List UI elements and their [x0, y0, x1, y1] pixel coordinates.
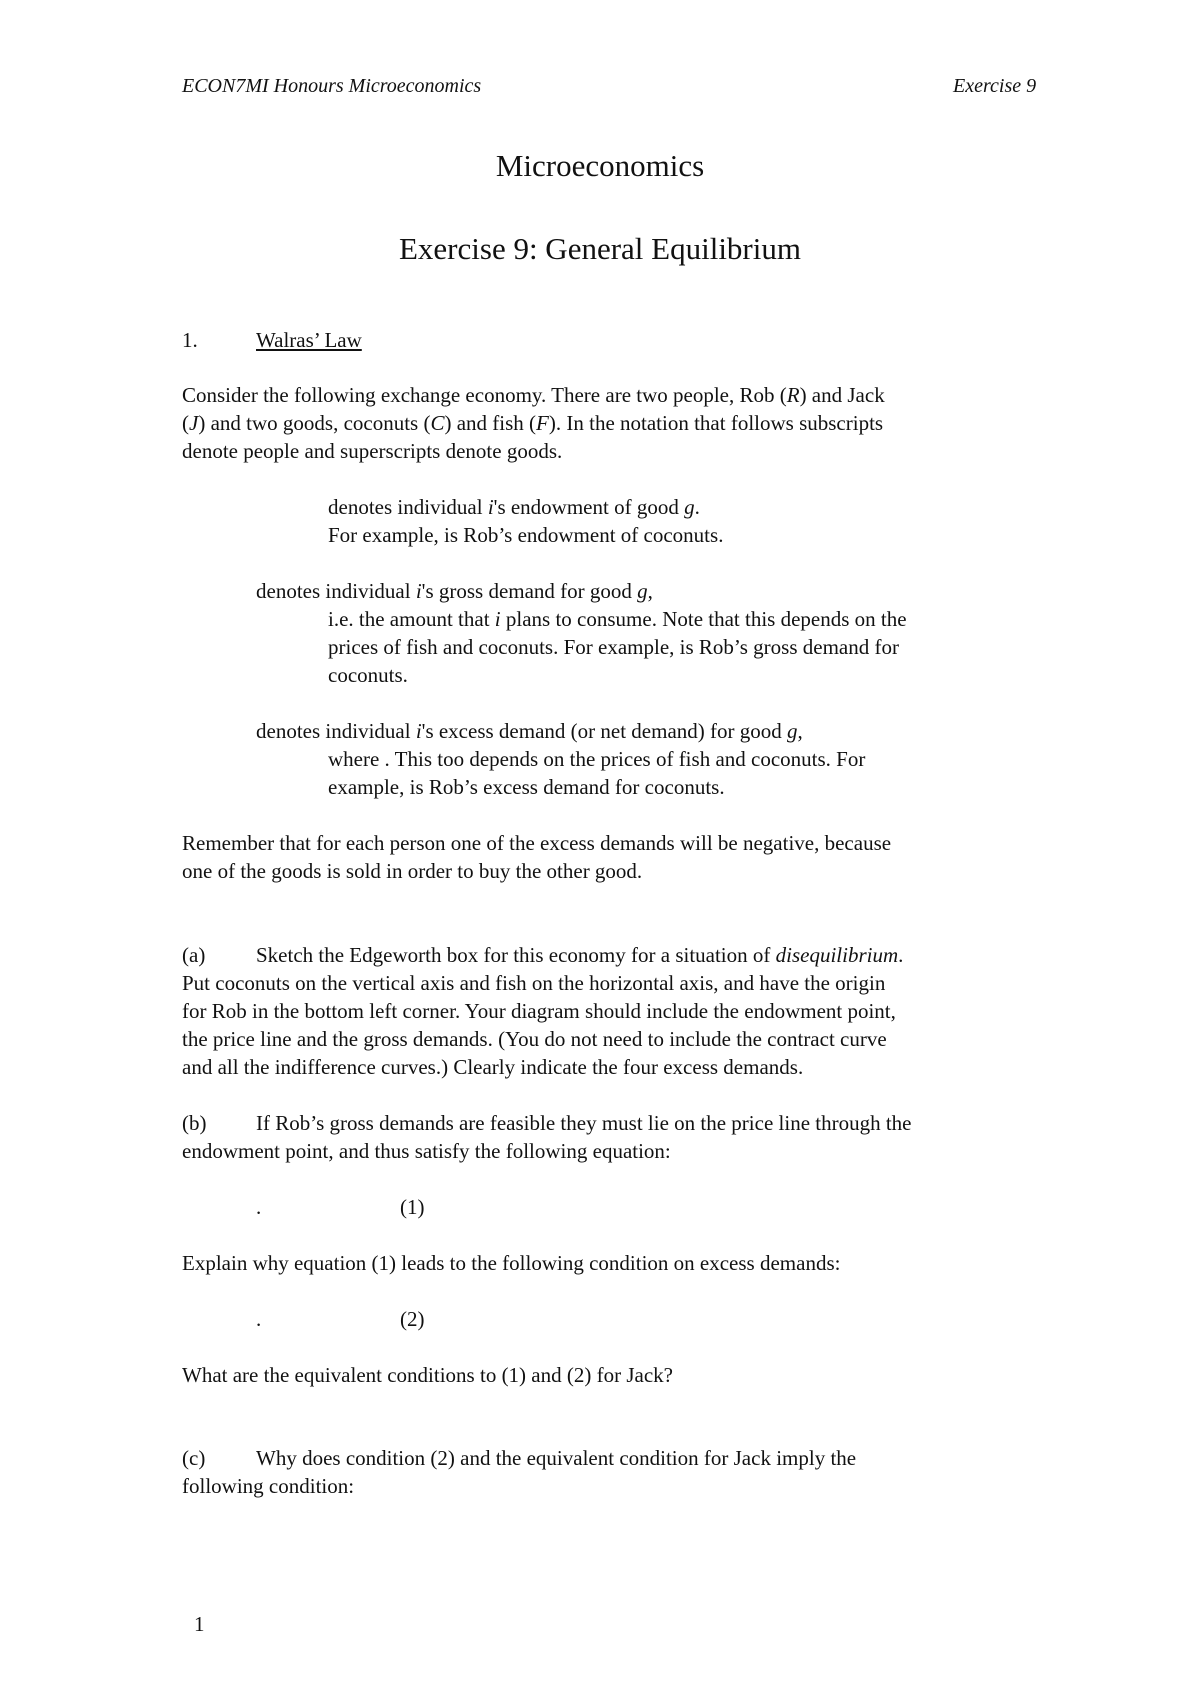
def-gross-line-3: prices of fish and coconuts. For example, is Rob’s gross demand for: [328, 635, 899, 659]
section-number: 1.: [182, 328, 198, 352]
intro-line-1: Consider the following exchange economy. There are two people, Rob (R) and Jack: [182, 383, 885, 407]
def-gross-line-2: i.e. the amount that i plans to consume. Note that this depends on the: [328, 607, 907, 631]
def-gross-line-1: denotes individual i's gross demand for good g,: [256, 579, 653, 603]
section-heading: Walras’ Law: [256, 328, 362, 352]
part-b-question: What are the equivalent conditions to (1) and (2) for Jack?: [182, 1363, 673, 1387]
equation-1-dot: .: [256, 1195, 262, 1219]
running-header-course: ECON7MI Honours Microeconomics: [182, 75, 482, 97]
equation-1-number: (1): [400, 1195, 425, 1219]
equation-2-number: (2): [400, 1307, 425, 1331]
def-endowment-line-2: For example, is Rob’s endowment of coconuts.: [328, 523, 724, 547]
part-b-explain: Explain why equation (1) leads to the following condition on excess demands:: [182, 1251, 841, 1275]
remember-line-2: one of the goods is sold in order to buy the other good.: [182, 859, 643, 883]
def-gross-line-4: coconuts.: [328, 663, 408, 687]
part-c-line-1: Why does condition (2) and the equivalent condition for Jack imply the: [256, 1446, 857, 1470]
part-b-line-2: endowment point, and thus satisfy the following equation:: [182, 1139, 671, 1163]
part-a-line-4: the price line and the gross demands. (You do not need to include the contract curve: [182, 1027, 887, 1051]
part-a-label: (a): [182, 943, 206, 967]
intro-line-3: denote people and superscripts denote goods.: [182, 439, 563, 463]
part-c-label: (c): [182, 1446, 206, 1470]
def-excess-line-1: denotes individual i's excess demand (or net demand) for good g,: [256, 719, 803, 743]
part-a-line-1: Sketch the Edgeworth box for this economy for a situation of disequilibrium.: [256, 943, 904, 967]
page-number: 1: [194, 1612, 205, 1636]
page-title: Microeconomics: [495, 148, 705, 183]
part-c-line-2: following condition:: [182, 1474, 355, 1498]
intro-line-2: (J) and two goods, coconuts (C) and fish (F). In the notation that follows subscripts: [182, 411, 884, 435]
def-excess-line-2: where . This too depends on the prices of fish and coconuts. For: [328, 747, 866, 771]
remember-line-1: Remember that for each person one of the excess demands will be negative, because: [182, 831, 892, 855]
part-a-line-2: Put coconuts on the vertical axis and fish on the horizontal axis, and have the origin: [182, 971, 886, 995]
def-excess-line-3: example, is Rob’s excess demand for coconuts.: [328, 775, 725, 799]
def-endowment-line-1: denotes individual i's endowment of good g.: [328, 495, 700, 519]
part-b-label: (b): [182, 1111, 207, 1135]
equation-2-dot: .: [256, 1307, 262, 1331]
running-header-exercise: Exercise 9: [953, 75, 1037, 97]
part-b-line-1: If Rob’s gross demands are feasible they must lie on the price line through the: [256, 1111, 912, 1135]
part-a-line-3: for Rob in the bottom left corner. Your diagram should include the endowment point,: [182, 999, 896, 1023]
page-subtitle: Exercise 9: General Equilibrium: [398, 231, 801, 266]
part-a-line-5: and all the indifference curves.) Clearly indicate the four excess demands.: [182, 1055, 804, 1079]
